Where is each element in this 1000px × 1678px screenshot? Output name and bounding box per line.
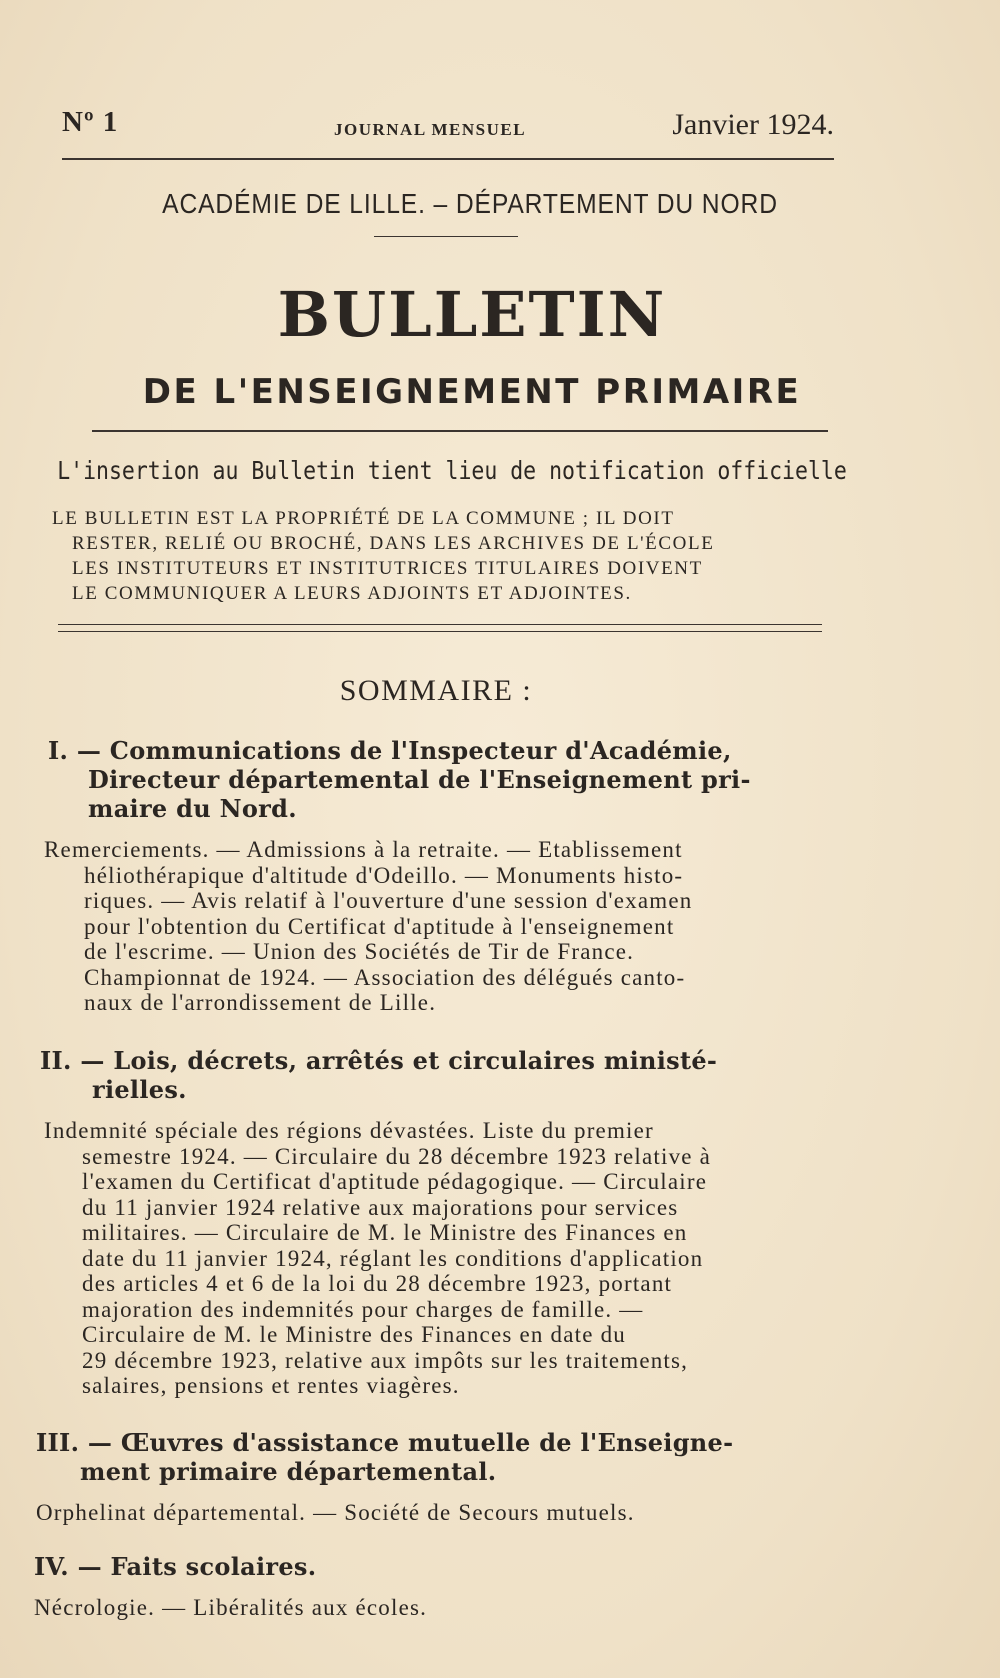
body-line: semestre 1924. — Circulaire du 28 décembre 1923 relative à <box>82 1143 712 1169</box>
section-heading-line: III. — Œuvres d'assistance mutuelle de l'Enseigne- <box>36 1428 734 1457</box>
section-heading-line: maire du Nord. <box>88 794 297 823</box>
body-line: Championnat de 1924. — Association des délégués canto- <box>84 964 686 990</box>
section-heading-line: IV. — Faits scolaires. <box>34 1552 317 1581</box>
section-heading-line: rielles. <box>92 1075 187 1104</box>
body-line: des articles 4 et 6 de la loi du 28 décembre 1923, portant <box>82 1271 673 1296</box>
body-line: pour l'obtention du Certificat d'aptitude à l'enseignement <box>84 913 675 939</box>
section-heading <box>48 736 848 823</box>
issue-number: Nº 1 <box>62 106 119 138</box>
ownership-notice <box>52 506 832 606</box>
body-line: l'examen du Certificat d'aptitude pédagogique. — Circulaire <box>82 1169 708 1194</box>
section-heading <box>34 1552 834 1581</box>
title-rule <box>92 430 828 432</box>
issue-date: Janvier 1924. <box>672 108 834 141</box>
section-heading-line: I. — Communications de l'Inspecteur d'Académie, <box>48 736 732 765</box>
body-line: date du 11 janvier 1924, réglant les conditions d'application <box>82 1245 704 1271</box>
body-line: riques. — Avis relatif à l'ouverture d'une session d'examen <box>84 888 693 913</box>
short-divider <box>374 236 518 237</box>
summary-section-2 <box>40 1046 840 1399</box>
section-heading <box>36 1428 836 1486</box>
body-line: Circulaire de M. le Ministre des Finances en date du <box>82 1322 626 1347</box>
page-title: BULLETIN <box>277 278 667 351</box>
journal-label: JOURNAL MENSUEL <box>334 120 527 139</box>
body-line: Remerciements. — Admissions à la retraite. — Etablissement <box>44 837 683 862</box>
section-body <box>40 1118 840 1399</box>
body-line: Indemnité spéciale des régions dévastées. Liste du premier <box>44 1118 654 1143</box>
body-line: majoration des indemnités pour charges de famille. — <box>82 1296 644 1322</box>
section-heading <box>40 1046 840 1104</box>
section-heading-line: ment primaire départemental. <box>80 1457 497 1486</box>
masthead-rule <box>62 158 834 160</box>
double-rule-top <box>58 624 822 625</box>
summary-section-3 <box>36 1428 836 1526</box>
notice-line: LE BULLETIN EST LA PROPRIÉTÉ DE LA COMMUNE ; IL DOIT <box>52 508 675 529</box>
body-line: Nécrologie. — Libéralités aux écoles. <box>34 1595 428 1620</box>
section-heading-line: II. — Lois, décrets, arrêtés et circulaires ministé- <box>40 1046 718 1075</box>
body-line: de l'escrime. — Union des Sociétés de Tir de France. <box>84 939 635 964</box>
body-line: salaires, pensions et rentes viagères. <box>82 1373 460 1398</box>
summary-heading: SOMMAIRE : <box>339 674 533 707</box>
notice-line: LES INSTITUTEURS ET INSTITUTRICES TITULAIRES DOIVENT <box>72 558 703 579</box>
notice-line: LE COMMUNIQUER A LEURS ADJOINTS ET ADJOINTES. <box>72 583 632 604</box>
double-rule-bottom <box>58 631 822 632</box>
masthead <box>62 106 834 146</box>
section-body <box>34 1595 834 1621</box>
body-line: Orphelinat départemental. — Société de Secours mutuels. <box>36 1500 635 1525</box>
page-subtitle: DE L'ENSEIGNEMENT PRIMAIRE <box>142 372 802 412</box>
body-line: du 11 janvier 1924 relative aux majorations pour services <box>82 1194 679 1220</box>
academie-line: ACADÉMIE DE LILLE. – DÉPARTEMENT DU NORD <box>162 188 778 219</box>
body-line: héliothérapique d'altitude d'Odeillo. — Monuments histo- <box>84 862 684 888</box>
body-line: militaires. — Circulaire de M. le Ministre des Finances en <box>82 1220 688 1245</box>
notice-line: RESTER, RELIÉ OU BROCHÉ, DANS LES ARCHIVES DE L'ÉCOLE <box>72 533 715 554</box>
insertion-notice: L'insertion au Bulletin tient lieu de notification officielle <box>57 456 847 485</box>
section-body <box>44 837 848 1016</box>
section-heading-line: Directeur départemental de l'Enseignement pri- <box>88 765 751 794</box>
body-line: naux de l'arrondissement de Lille. <box>84 990 437 1015</box>
body-line: 29 décembre 1923, relative aux impôts sur les traitements, <box>82 1347 689 1373</box>
summary-section-4 <box>34 1552 834 1621</box>
section-body <box>36 1500 836 1526</box>
summary-section-1 <box>44 736 848 1016</box>
